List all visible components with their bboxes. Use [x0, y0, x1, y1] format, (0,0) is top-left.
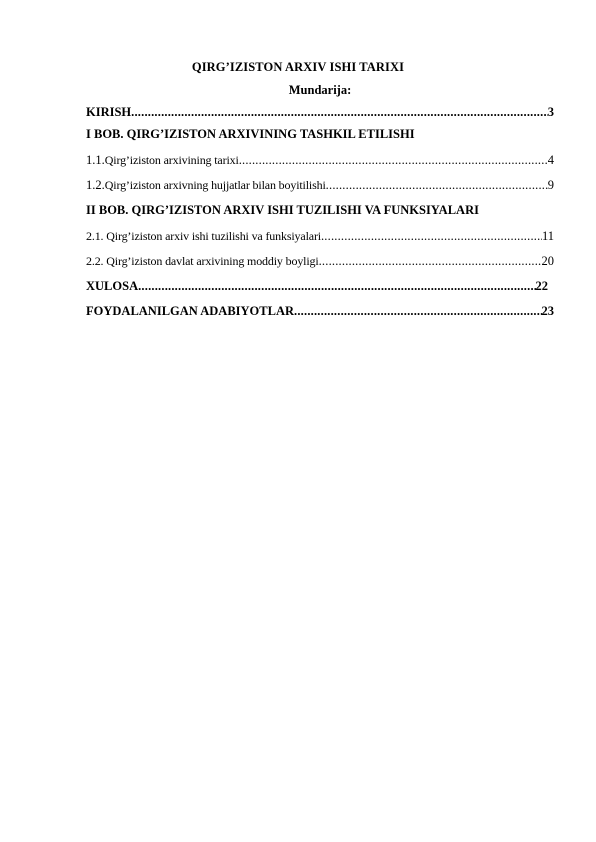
- toc-leader-dots: [321, 227, 542, 245]
- document-title: QIRG’IZISTON ARXIV ISHI TARIXI: [191, 60, 405, 74]
- toc-entry-page: 9: [547, 178, 554, 192]
- toc-entry-label: KIRISH: [86, 105, 132, 119]
- toc-leader-dots: [294, 302, 541, 320]
- toc-entry-number: 1.1.: [86, 153, 105, 167]
- toc-entry-label: FOYDALANILGAN ADABIYOTLAR: [86, 304, 295, 318]
- toc-entry-xulosa[interactable]: [86, 277, 548, 295]
- toc-chapter-2[interactable]: [86, 201, 479, 219]
- toc-entry-label: XULOSA: [86, 279, 139, 293]
- toc-entry-page: 11: [541, 229, 554, 243]
- toc-entry-label: 2.2. Qirg’iziston davlat arxivining moddiy boyligi: [86, 254, 319, 268]
- toc-entry-1-1[interactable]: [86, 151, 554, 169]
- toc-entry-page: 23: [541, 304, 554, 318]
- toc-entry-page: 3: [547, 105, 554, 119]
- toc-entry-label: Qirg’iziston arxivining tarixi: [104, 153, 239, 167]
- toc-entry-page: 22: [535, 279, 548, 293]
- toc-entry-page: 4: [547, 153, 554, 167]
- toc-leader-dots: [239, 151, 548, 169]
- toc-entry-2-1[interactable]: [86, 227, 554, 245]
- toc-entry-label: 2.1. Qirg’iziston arxiv ishi tuzilishi va funksiyalari: [86, 229, 321, 243]
- toc-chapter-1[interactable]: [86, 125, 415, 143]
- toc-entry-kirish[interactable]: [86, 103, 554, 121]
- toc-leader-dots: [319, 252, 542, 270]
- toc-entry-number: 1.2.: [86, 178, 105, 192]
- toc-entry-1-2[interactable]: [86, 176, 554, 194]
- toc-entry-2-2[interactable]: [86, 252, 554, 270]
- toc-entry-label: Qirg’iziston arxivning hujjatlar bilan boyitilishi: [104, 178, 326, 192]
- toc-leader-dots: [326, 176, 548, 194]
- toc-leader-dots: [131, 103, 548, 121]
- toc-leader-dots: [138, 277, 535, 295]
- toc-entry-label: II BOB. QIRG’IZISTON ARXIV ISHI TUZILISHI VA FUNKSIYALARI: [86, 203, 479, 217]
- toc-entry-foydalanilgan-adabiyotlar[interactable]: [86, 302, 554, 320]
- toc-entry-page: 20: [541, 254, 554, 268]
- toc-entry-label: I BOB. QIRG’IZISTON ARXIVINING TASHKIL ETILISHI: [86, 127, 415, 141]
- toc-heading: Mundarija:: [288, 83, 352, 97]
